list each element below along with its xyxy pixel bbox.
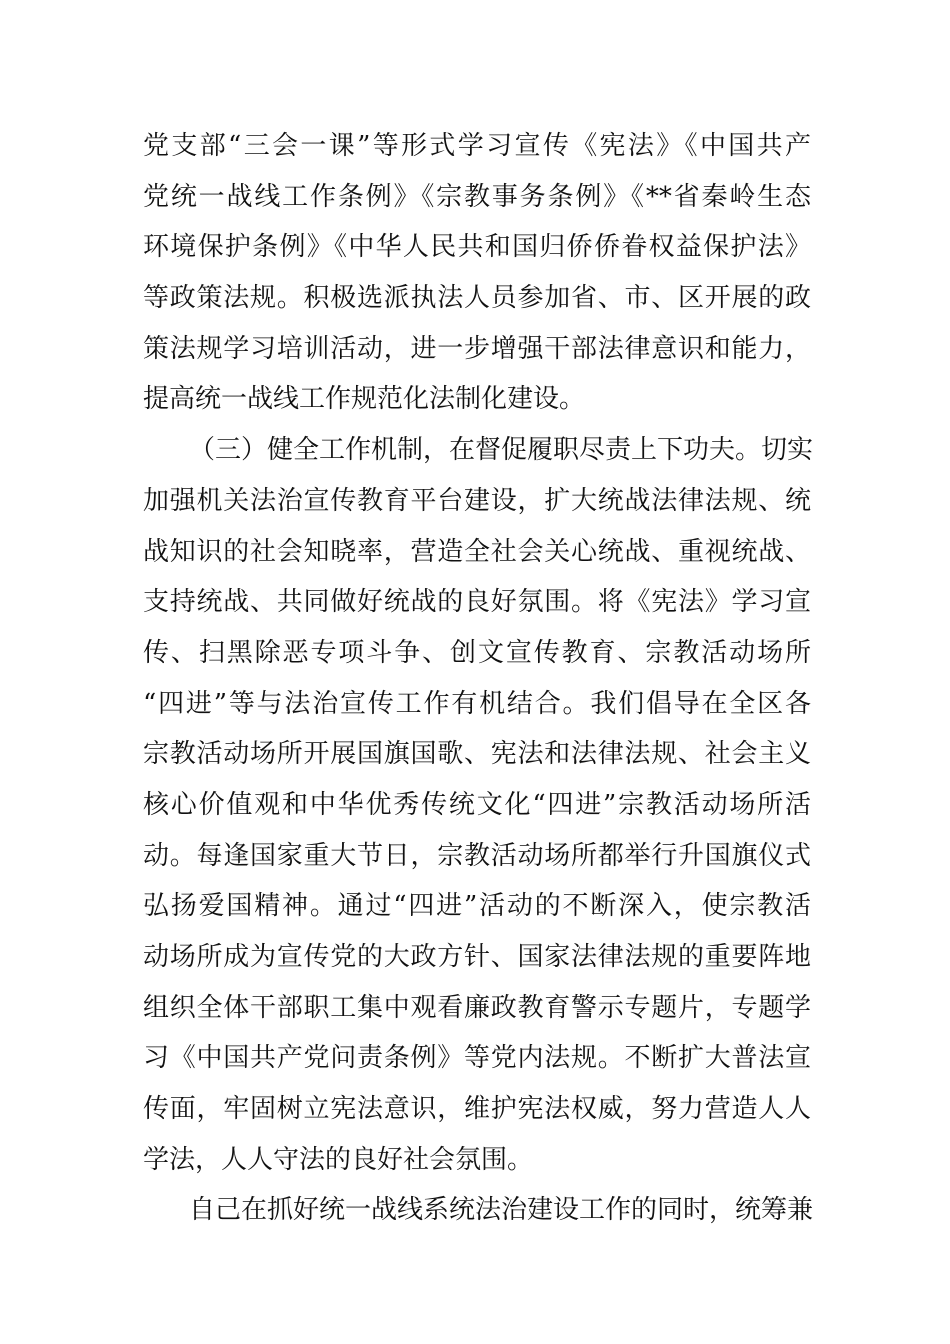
text-line: 自己在抓好统一战线系统法治建设工作的同时，统筹兼 (189, 1195, 814, 1226)
text-line: 传、扫黑除恶专项斗争、创文宣传教育、宗教活动场所 (143, 637, 811, 668)
text-line: 弘扬爱国精神。通过“四进”活动的不断深入，使宗教活 (143, 891, 811, 922)
text-line: 动。每逢国家重大节日，宗教活动场所都举行升国旗仪式 (143, 840, 811, 871)
text-line: 习《中国共产党问责条例》等党内法规。不断扩大普法宣 (143, 1043, 811, 1074)
text-line: 等政策法规。积极选派执法人员参加省、市、区开展的政 (143, 283, 811, 314)
document-body (143, 121, 814, 1236)
text-line: “四进”等与法治宣传工作有机结合。我们倡导在全区各 (143, 688, 811, 719)
text-line: 党统一战线工作条例》《宗教事务条例》《**省秦岭生态 (143, 181, 811, 212)
text-line: 动场所成为宣传党的大政方针、国家法律法规的重要阵地 (143, 942, 811, 972)
text-line: 核心价值观和中华优秀传统文化“四进”宗教活动场所活 (143, 789, 811, 820)
paragraph-1 (143, 121, 811, 425)
text-line: 战知识的社会知晓率，营造全社会关心统战、重视统战、 (143, 536, 811, 567)
text-line: 组织全体干部职工集中观看廉政教育警示专题片，专题学 (143, 992, 811, 1023)
text-line: 党支部“三会一课”等形式学习宣传《宪法》《中国共产 (143, 131, 811, 161)
text-line: （三）健全工作机制，在督促履职尽责上下功夫。切实 (189, 435, 814, 466)
text-line: 策法规学习培训活动，进一步增强干部法律意识和能力， (143, 333, 811, 364)
text-line: 加强机关法治宣传教育平台建设，扩大统战法律法规、统 (143, 485, 811, 516)
text-line: 传面，牢固树立宪法意识，维护宪法权威，努力营造人人 (143, 1094, 811, 1125)
text-line: 支持统战、共同做好统战的良好氛围。将《宪法》学习宣 (143, 587, 811, 618)
text-line: 学法，人人守法的良好社会氛围。 (143, 1144, 534, 1175)
text-line: 环境保护条例》《中华人民共和国归侨侨眷权益保护法》 (143, 232, 811, 263)
text-line: 宗教活动场所开展国旗国歌、宪法和法律法规、社会主义 (143, 739, 811, 770)
paragraph-2 (143, 425, 814, 1185)
text-line: 提高统一战线工作规范化法制化建设。 (143, 384, 586, 415)
paragraph-3 (143, 1185, 814, 1236)
